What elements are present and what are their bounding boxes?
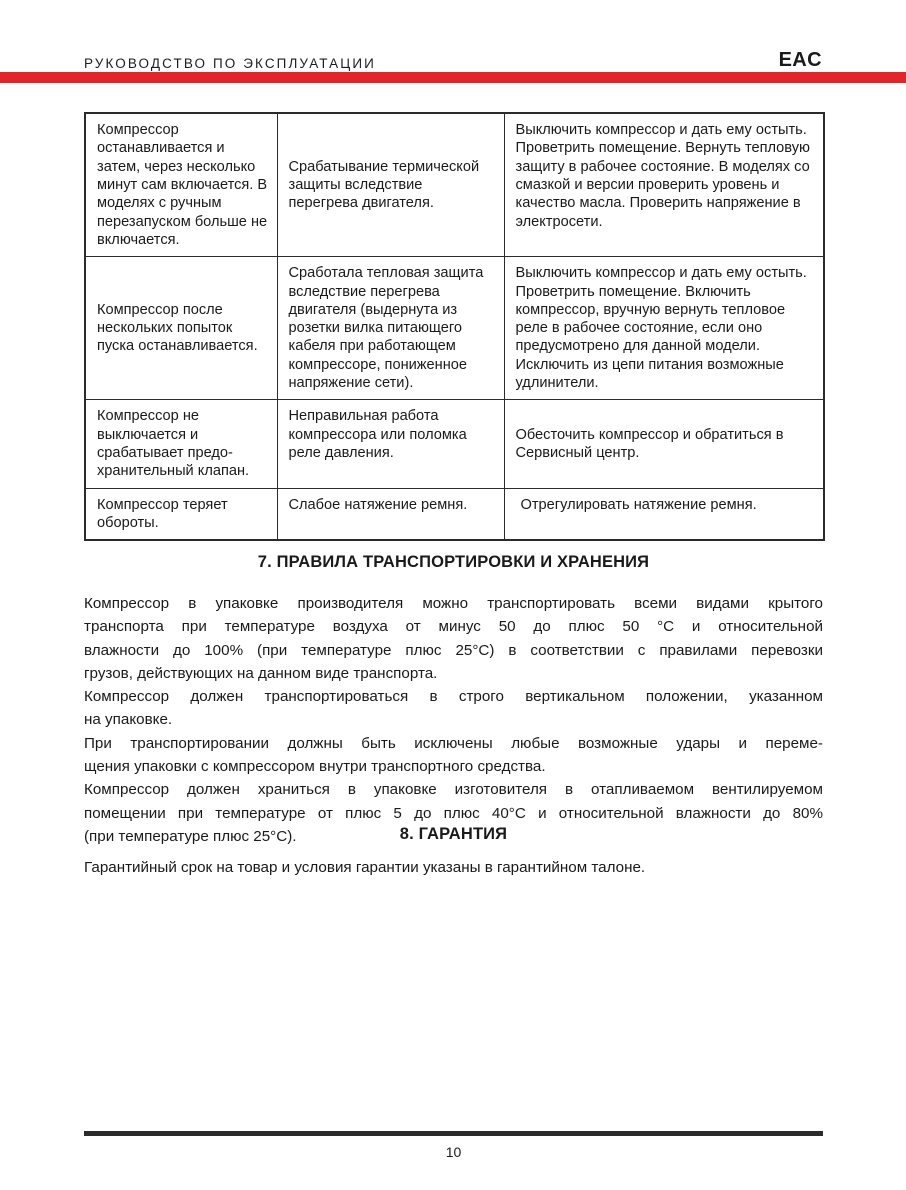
- table-row: [85, 257, 824, 400]
- eac-logo: EAC: [778, 49, 822, 71]
- cell-cause: Срабатывание термической защиты вследствие перегрева двигателя.: [277, 113, 504, 257]
- header-red-rule: [0, 72, 906, 83]
- table-row: [85, 113, 824, 257]
- text-line: Компрессор должен храниться в упаковке изготовителя в отапливаемом вентилируемом: [84, 781, 823, 799]
- paragraph: [84, 685, 823, 732]
- header-title: РУКОВОДСТВО ПО ЭКСПЛУАТАЦИИ: [84, 55, 376, 71]
- text-line: Компрессор должен транспортироваться в строго вертикальном положении, указанном: [84, 688, 823, 706]
- troubleshooting-table: [84, 112, 825, 541]
- text-line: (при температуре плюс 25°С).: [84, 827, 297, 845]
- text-line: на упаковке.: [84, 711, 173, 729]
- section-7-heading: 7. ПРАВИЛА ТРАНСПОРТИРОВКИ И ХРАНЕНИЯ: [257, 553, 650, 571]
- paragraph: [84, 732, 823, 779]
- text-line: При транспортировании должны быть исключены любые возможные удары и переме-: [84, 734, 823, 752]
- text-line: транспорта при температуре воздуха от минус 50 до плюс 50 °С и относительной: [84, 618, 823, 636]
- table-row: [85, 400, 824, 488]
- cell-solution: Выключить компрессор и дать ему остыть. Проветрить помещение. Включить компрессор, вручную вернуть тепловое реле в рабочее состояние, если оно предусмотрено для данной модели. Исключить из цепи питания возможные удлинители.: [504, 257, 824, 400]
- paragraph: Гарантийный срок на товар и условия гарантии указаны в гарантийном талоне.: [84, 859, 646, 876]
- cell-cause: Сработала тепловая защита вследствие перегрева двигателя (выдернута из розетки вилка питающего кабеля при работающем компрессоре, пониженное напряжение сети).: [277, 257, 504, 400]
- cell-problem: Компрессор останавливается и затем, через несколько минут сам включается. В моделях с ручным перезапуском больше не включается.: [85, 113, 277, 257]
- page-header: [84, 44, 822, 70]
- cell-solution: Отрегулировать натяжение ремня.: [504, 488, 824, 540]
- cell-problem: Компрессор после нескольких попыток пуска останавливается.: [85, 257, 277, 400]
- cell-problem: Компрессор не выключается и срабатывает предо- хранительный клапан.: [85, 400, 277, 488]
- footer-rule: [84, 1131, 823, 1136]
- table-row: [85, 488, 824, 540]
- text-line: помещении при температуре от плюс 5 до плюс 40°С и относительной влажности до 80%: [84, 804, 823, 822]
- text-line: грузов, действующих на данном виде транспорта.: [84, 664, 438, 682]
- text-line: щения упаковки с компрессором внутри транспортного средства.: [84, 758, 546, 776]
- cell-cause: Слабое натяжение ремня.: [277, 488, 504, 540]
- page-number: 10: [445, 1144, 462, 1160]
- cell-cause: Неправильная работа компрессора или поломка реле давления.: [277, 400, 504, 488]
- cell-solution: Обесточить компрессор и обратиться в Сервисный центр.: [504, 400, 824, 488]
- text-line: влажности до 100% (при температуре плюс 25°С) в соответствии с правилами перевозки: [84, 641, 823, 659]
- paragraph: [84, 592, 823, 685]
- cell-solution: Выключить компрессор и дать ему остыть. Проветрить помещение. Вернуть тепловую защиту в рабочее состояние. В моделях со смазкой и версии проверить уровень и качество масла. Проверить напряжение в электросети.: [504, 113, 824, 257]
- section-7-body: [84, 592, 823, 848]
- text-line: Компрессор в упаковке производителя можно транспортировать всеми видами крытого: [84, 595, 823, 612]
- section-8-body: [84, 856, 823, 879]
- section-8-heading: 8. ГАРАНТИЯ: [399, 825, 508, 843]
- cell-problem: Компрессор теряет обороты.: [85, 488, 277, 540]
